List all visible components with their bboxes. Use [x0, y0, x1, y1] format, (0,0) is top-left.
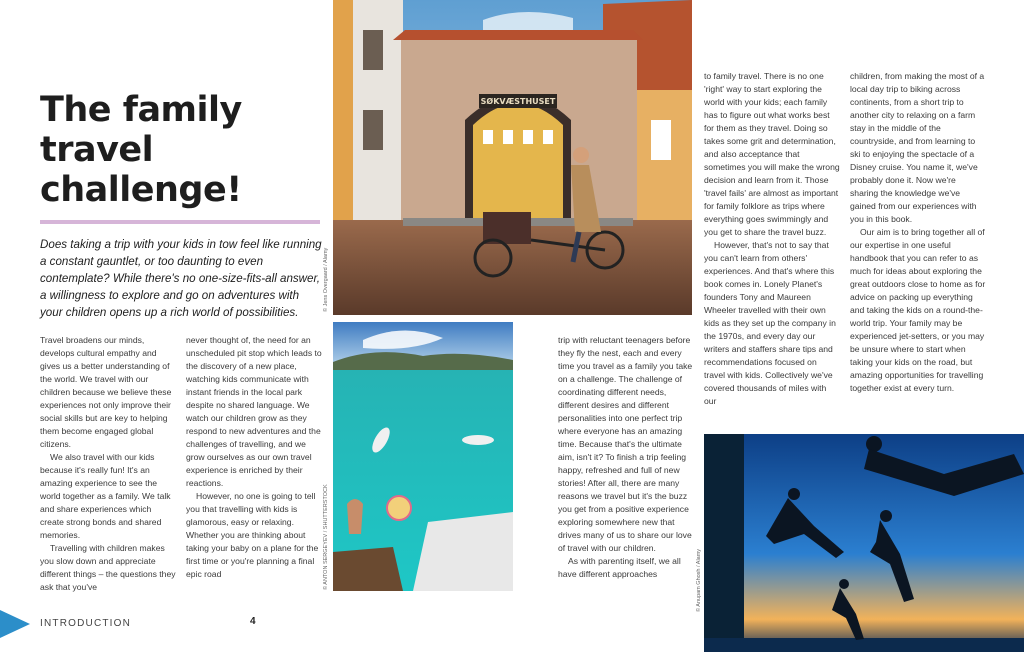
body-column-4: [704, 70, 840, 408]
paragraph: Our aim is to bring together all of our expertise in one useful handbook that you can refer to as much for ideas about exploring the great outdoors close to home as for advice on packing up everything and taking the kids on a round-the-world trip. Your family may be experienced jet-setters, or you may be unsure where to start when taking your kids on the road, but amazing opportunities for travelling together exist at every turn.: [850, 227, 986, 393]
paragraph: Travelling with children makes you slow down and appreciate different things – the questions they ask that you've: [40, 543, 176, 592]
photo-credit-top: © Jens Overgaard / Alamy: [323, 247, 329, 312]
paragraph: Travel broadens our minds, develops cultural empathy and gives us a better understanding of the world. We travel with our children because we believe these experiences not only improve their social skills but are key to helping them become engaged global citizens.: [40, 335, 172, 449]
paragraph: However, no one is going to tell you that travelling with kids is glamorous, easy or relaxing. Whether you are thinking about taking your baby on a plane for the first time or you're planning a final epic road: [186, 491, 319, 579]
paragraph: However, that's not to say that you can't learn from others' experiences. And that's where this book comes in. Lonely Planet's founders Tony and Maureen Wheeler travelled with their own kids as they set up the company in the 1970s, and every day our writers and staffers share tips and recommendations focused on travel with kids. Collectively we've covered thousands of miles with our: [704, 240, 836, 406]
title-line-1: The family: [40, 90, 242, 130]
page-number: 4: [250, 616, 256, 627]
paragraph: trip with reluctant teenagers before they fly the nest, each and every time you travel as a family you take on a challenge. The challenge of coordinating different needs, different desires and different personalities into one perfect trip where everyone has an amazing time. Because that's the ultimate aim, isn't it? To finish a trip feeling happy, refreshed and full of new stories! After all, there are many reasons we travel but it's the buzz you get from a positive experience exploring somewhere new that drives many of us to share our love of travel with our children.: [558, 335, 693, 553]
paragraph: never thought of, the need for an unscheduled pit stop which leads to the discovery of a new place, watching kids communicate with instant friends in the local park despite no shared language. We watch our children grow as they respond to new adventures and the challenges of travelling, and we grow ourselves as our own travel experience is enriched by their reactions.: [186, 335, 322, 488]
paragraph: children, from making the most of a local day trip to biking across continents, from a short trip to another city to relaxing on a farm stay in the middle of the countryside, and from learning to ski to enjoying the spectacle of a Disney cruise. You name it, we've probably done it. Now we're sharing the knowledge we've gained from our experiences with you in this book.: [850, 71, 985, 224]
title-line-3: challenge!: [40, 170, 242, 210]
paragraph: As with parenting itself, we all have different approaches: [558, 556, 681, 579]
intro-paragraph: Does taking a trip with your kids in tow feel like running a constant gauntlet, or too daunting to even contemplate? While there's no one-size-fits-all answer, a willingness to explore and go on adventures with your children opens up a rich world of possibilities.: [40, 238, 322, 319]
archway-sign: SØKVÆSTHUSET: [480, 97, 556, 106]
paragraph: We also travel with our kids because it's really fun! It's an amazing experience to see the world together as a family. We talk and share experiences which create strong bonds and shared memories.: [40, 452, 171, 540]
photo-credit-mid: © ANTON SERGEYEV / SHUTTERSTOCK: [323, 484, 329, 590]
jumping-silhouettes-photo: [704, 434, 1024, 652]
title-line-2: travel: [40, 130, 154, 170]
archway-cargo-bike-photo: [333, 0, 692, 315]
paragraph: to family travel. There is no one 'right' way to start exploring the world with your kids; each family has to figure out what works best for them as they travel. Doing so takes some grit and determination, and also acceptance that sometimes you will make the wrong decision and learn from it. Those 'travel fails' are almost as important for family folklore as trips where everything goes swimmingly and you get to share the travel buzz.: [704, 71, 840, 237]
body-column-3: [558, 334, 694, 581]
body-column-1: [40, 334, 176, 594]
title-underline: [40, 220, 320, 224]
article-title: [40, 90, 330, 210]
section-tab: [0, 610, 30, 638]
turquoise-water-photo: [333, 322, 513, 591]
body-column-2: [186, 334, 322, 581]
section-label: INTRODUCTION: [40, 618, 132, 629]
body-column-5: [850, 70, 986, 395]
photo-credit-right: © Anupam Ghosh / Alamy: [696, 548, 702, 612]
